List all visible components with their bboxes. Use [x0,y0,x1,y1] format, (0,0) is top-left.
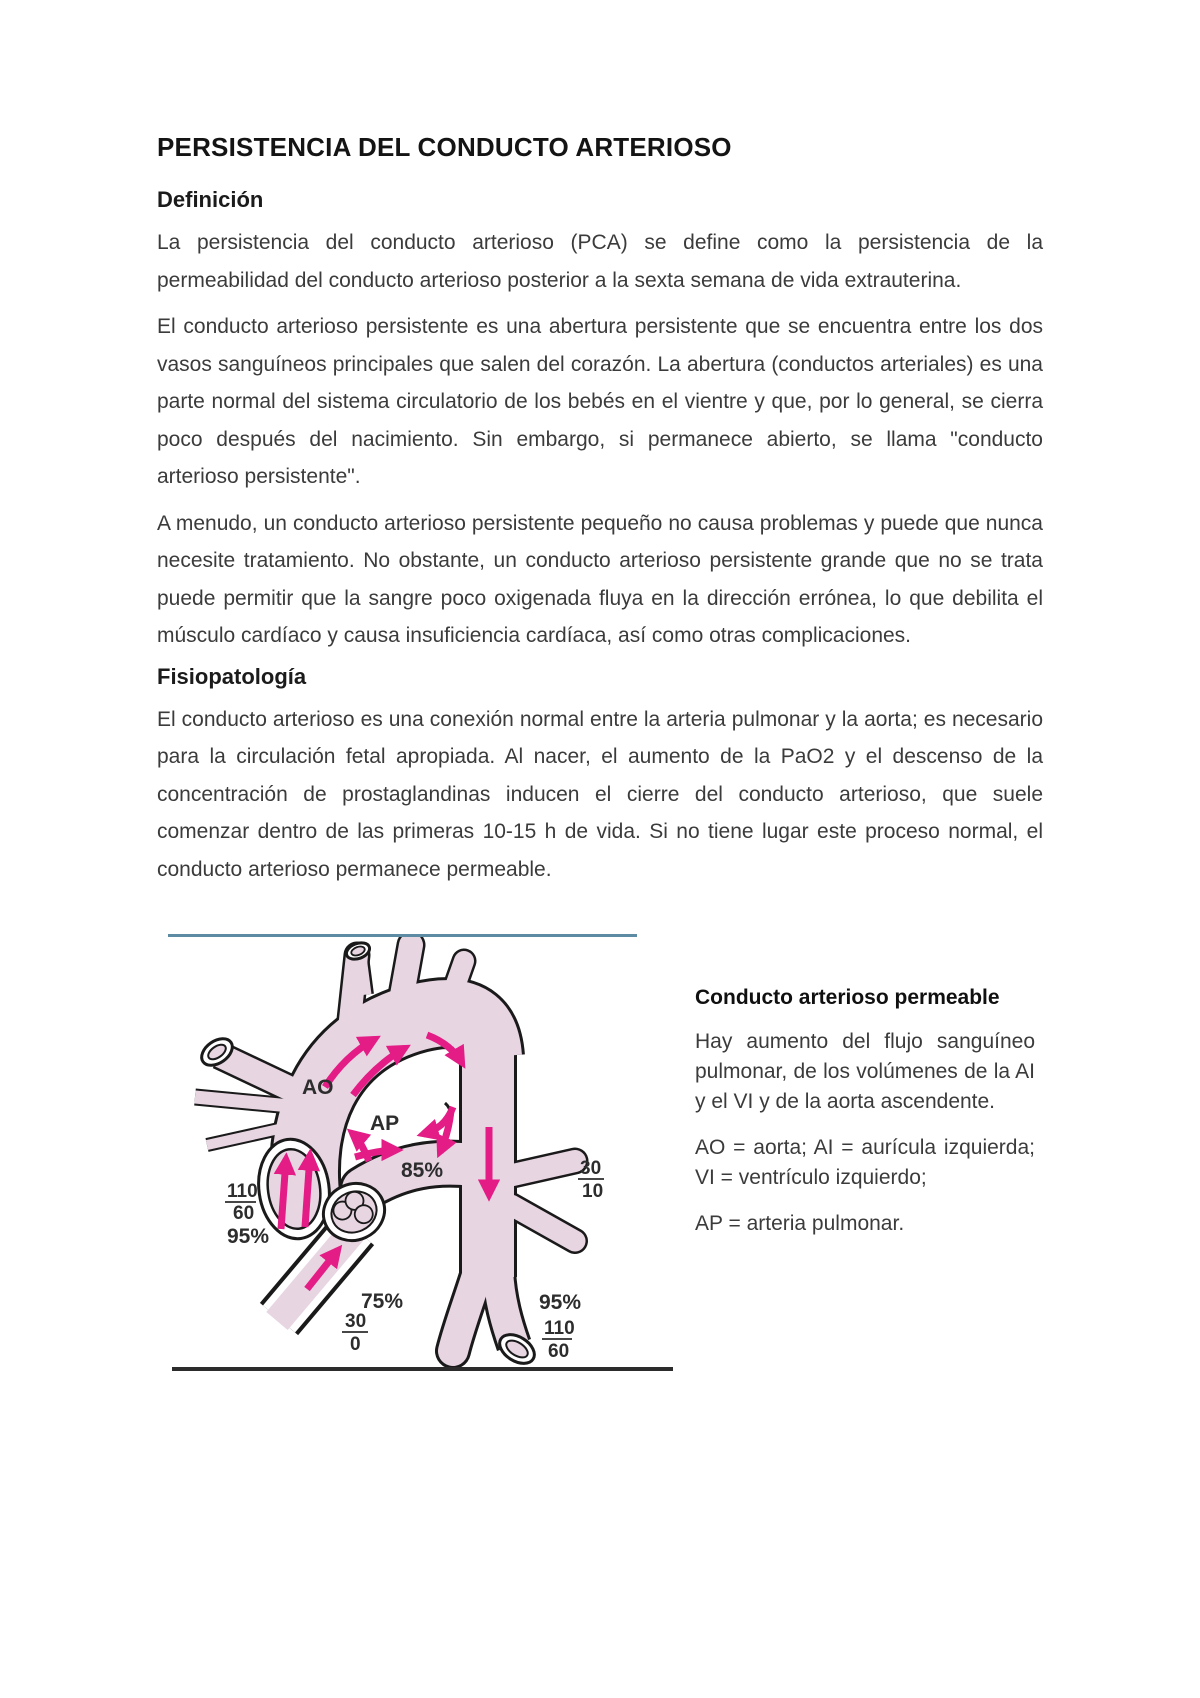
figure-caption-abbreviation-ap: AP = arteria pulmonar. [695,1212,905,1235]
label-pa-branch-pressure-top: 30 [580,1158,602,1179]
figure-pda [157,934,1043,1371]
label-descending-pressure-top: 110 [544,1318,575,1339]
label-pa-branch-pressure-bottom: 10 [582,1181,604,1202]
paragraph-overview: El conducto arterioso persistente es una abertura persistente que se encuentra entre los dos vasos sanguíneos principales que salen del corazón. La abertura (conductos arteriales) es una parte normal del sistema circulatorio de los bebés en el vientre y que, por lo general, se cierra poco después del nacimiento. Sin embargo, si permanece abierto, se llama "conducto arterioso persistente". [157,315,1043,488]
page-title: PERSISTENCIA DEL CONDUCTO ARTERIOSO [157,132,732,162]
figure-caption [695,934,1035,1255]
flow-arrow-aortic-valve [305,1155,310,1227]
label-descending-pressure-bottom: 60 [548,1341,570,1362]
paragraph-complications: A menudo, un conducto arterioso persistente pequeño no causa problemas y puede que nunca necesite tratamiento. No obstante, un conducto arterioso persistente grande que no se trata puede permitir que la sangre poco oxigenada fluya en la dirección errónea, lo que debilita el músculo cardíaco y causa insuficiencia cardíaca, así como otras complicaciones. [157,511,1043,647]
label-descending-saturation: 95% [539,1291,582,1314]
label-trunk-pressure-bottom: 0 [350,1334,361,1355]
label-ao: AO [302,1076,334,1099]
figure-diagram-cell [157,934,662,1371]
label-trunk-saturation: 75% [361,1290,404,1313]
definition-heading: Definición [157,187,264,212]
label-ap: AP [370,1112,400,1135]
label-trunk-pressure-top: 30 [345,1311,367,1332]
paragraph-definition: La persistencia del conducto arterioso (PCA) se define como la persistencia de la permeabilidad del conducto arterioso posterior a la sexta semana de vida extrauterina. [157,231,1043,292]
flow-arrow-aortic-valve [281,1159,286,1229]
label-aortic-saturation: 95% [227,1225,270,1248]
figure-caption-title: Conducto arterioso permeable [695,986,1000,1009]
label-ductus-saturation: 85% [401,1159,444,1182]
figure-caption-abbreviations: AO = aorta; AI = aurícula izquierda; VI = ventrículo izquierdo; [695,1136,1035,1189]
figure-bottom-rule [172,1367,673,1371]
figure-caption-paragraph: Hay aumento del flujo sanguíneo pulmonar, de los volúmenes de la AI y el VI y de la aorta ascendente. [695,1030,1035,1113]
label-aortic-pressure-top: 110 [227,1181,258,1202]
pda-heart-diagram [157,937,640,1367]
paragraph-fisiopatologia: El conducto arterioso es una conexión normal entre la arteria pulmonar y la aorta; es necesario para la circulación fetal apropiada. Al nacer, el aumento de la PaO2 y el descenso de la concentración de prostaglandinas inducen el cierre del conducto arterioso, que suele comenzar dentro de las primeras 10-15 h de vida. Si no tiene lugar este proceso normal, el conducto arterioso permanece permeable. [157,707,1043,881]
fisiopatologia-heading: Fisiopatología [157,663,307,689]
label-aortic-pressure-bottom: 60 [233,1203,255,1224]
